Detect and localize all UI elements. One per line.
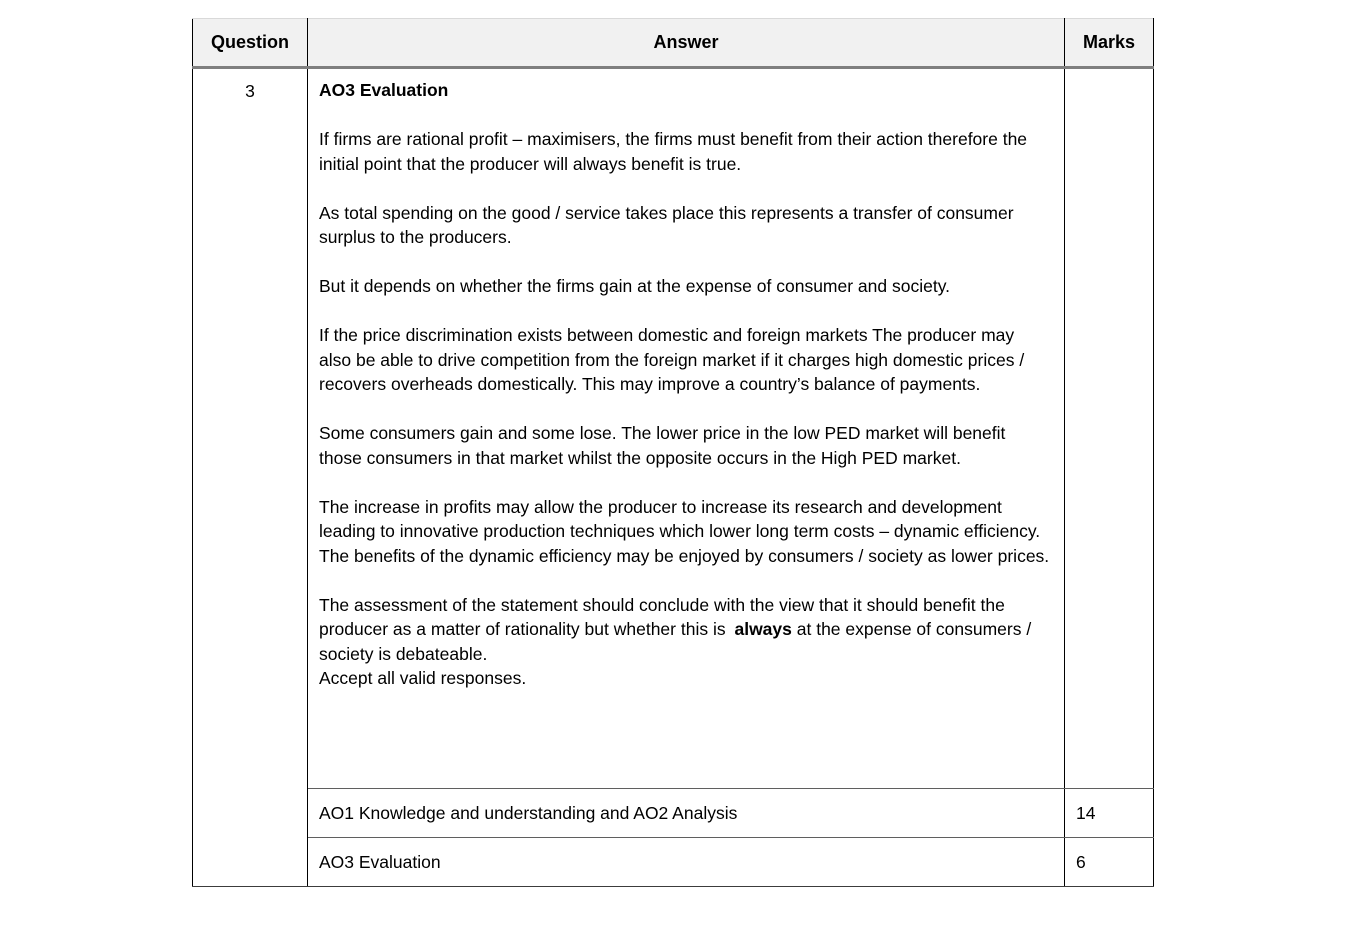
marks-cell-empty [1065, 68, 1154, 789]
ao1-ao2-marks-row [193, 789, 1154, 838]
question-number-cell: 3 [193, 68, 308, 887]
answer-paragraph-final [319, 593, 1050, 691]
table-header-row [193, 19, 1154, 68]
answer-column-header: Answer [308, 19, 1065, 68]
answer-heading: AO3 Evaluation [319, 80, 449, 100]
answer-paragraph-6: The increase in profits may allow the producer to increase its research and development leading to innovative production techniques which lower long term costs – dynamic efficiency. The benefits of the dynamic efficiency may be enjoyed by consumers / society as lower prices. [319, 496, 1050, 566]
final-paragraph-bold-word: always [734, 619, 792, 639]
ao1-ao2-marks-value: 14 [1065, 789, 1154, 838]
ao1-ao2-row-label: AO1 Knowledge and understanding and AO2 Analysis [308, 789, 1065, 838]
accept-responses-line: Accept all valid responses. [319, 668, 527, 688]
answer-paragraph-1: If firms are rational profit – maximisers, the firms must benefit from their action therefore the initial point that the producer will always benefit is true. [319, 129, 1028, 174]
answer-paragraph-2: As total spending on the good / service takes place this represents a transfer of consumer surplus to the producers. [319, 202, 1014, 247]
answer-body-row [193, 68, 1154, 789]
answer-paragraph-4: If the price discrimination exists between domestic and foreign markets The producer may also be able to drive competition from the foreign market if it charges high domestic prices / recovers overheads domestically. This may improve a country’s balance of payments. [319, 325, 1025, 394]
mark-scheme-table [192, 18, 1154, 887]
question-column-header: Question [193, 19, 308, 68]
marks-column-header: Marks [1065, 19, 1154, 68]
ao3-marks-row [193, 838, 1154, 887]
final-paragraph-post: at the expense of consumers / society is debateable. [319, 619, 1032, 664]
final-paragraph-pre: The assessment of the statement should conclude with the view that it should benefit the producer as a matter of rationality but whether this is [319, 594, 1005, 639]
answer-paragraph-5: Some consumers gain and some lose. The lower price in the low PED market will benefit those consumers in that market whilst the opposite occurs in the High PED market. [319, 423, 1006, 468]
answer-paragraph-3: But it depends on whether the firms gain at the expense of consumer and society. [319, 276, 951, 296]
ao3-row-label: AO3 Evaluation [308, 838, 1065, 887]
ao3-marks-value: 6 [1065, 838, 1154, 887]
answer-cell [308, 68, 1065, 789]
